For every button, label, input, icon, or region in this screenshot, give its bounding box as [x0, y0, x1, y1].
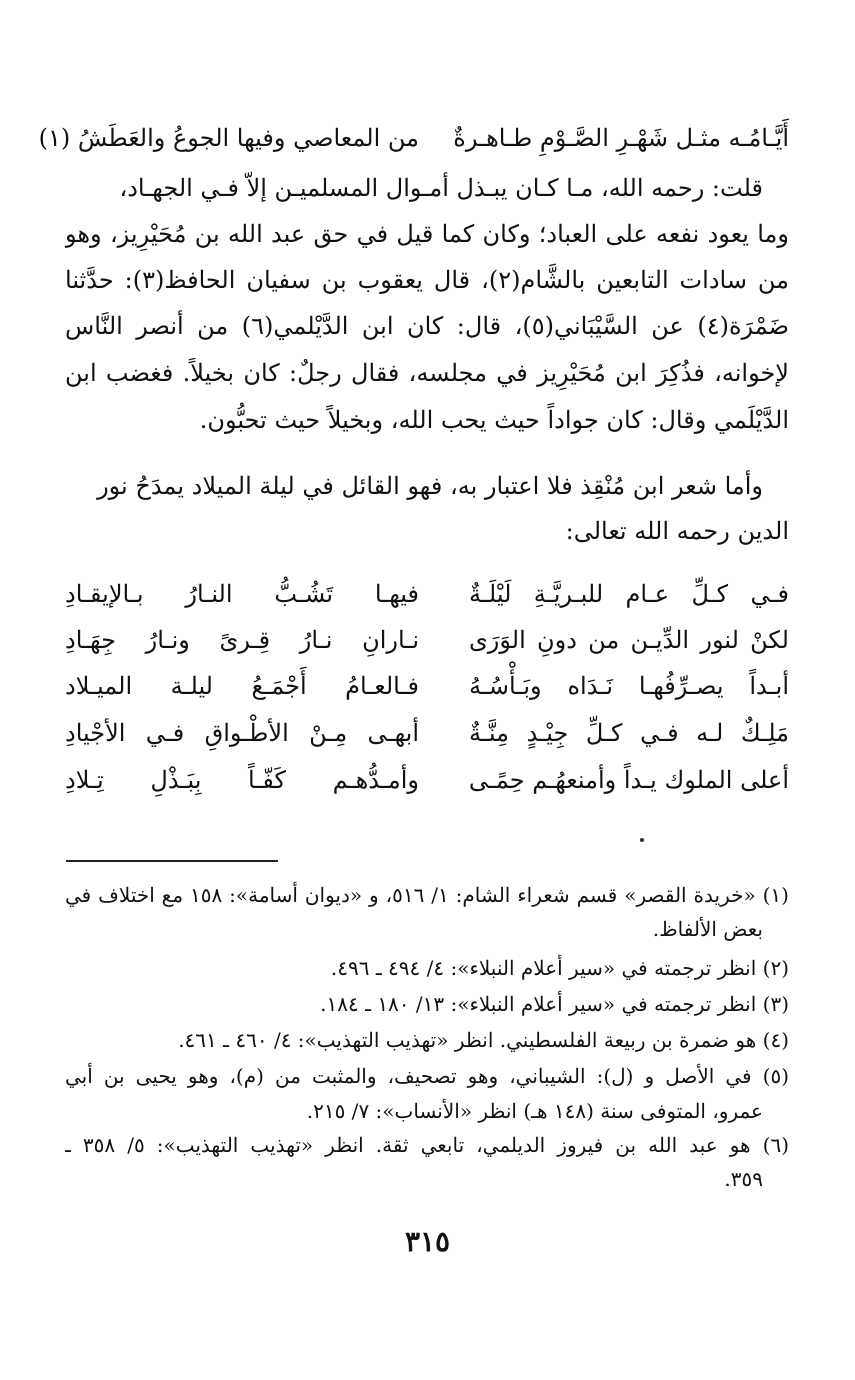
poem-verse-second-half: فيهـا تَشُـبُّ النـارُ بـالإيقـادِ [65, 580, 419, 608]
poem-verse-first-half: فـي كـلِّ عـام للبـريَّـةِ لَيْلَـةٌ [469, 580, 789, 608]
poem-verse-first-half: أعلى الملوك يـداً وأمنعهُـم حِمًـى [468, 766, 789, 794]
poem-verse [65, 760, 789, 800]
footnote-line: عمرو، المتوفى سنة (١٤٨ هـ) انظر «الأنساب»: ٧/ ٢١٥. [306, 1099, 763, 1123]
footnote-line: بعض الألفاظ. [652, 917, 763, 941]
paragraph1-line-2: وما يعود نفعه على العباد؛ وكان كما قيل في حق عبد الله بن مُحَيْرِيز، وهو [65, 220, 789, 248]
poem-verse-first-half: أبـداً يصـرِّفُهـا نَـدَاه وبَـأْسُـهُ [469, 672, 789, 700]
footnote-line: (٢) انظر ترجمته في «سير أعلام النبلاء»: ٤/ ٤٩٤ ـ ٤٩٦. [330, 956, 789, 980]
poem-verse-second-half: أبهـى مِـنْ الأطْـواقِ فـي الأجْيادِ [65, 719, 419, 747]
paragraph1-line-1: قلت: رحمه الله، مـا كـان يبـذل أمـوال المسلميـن إلاّ فـي الجهـاد، [119, 174, 763, 202]
footnote-separator [66, 860, 278, 862]
opening-verse-first-half: أَيَّـامُـه مثـل شَهْـرِ الصَّـوْمِ طـاهـرةٌ [453, 124, 789, 152]
opening-verse [38, 118, 789, 158]
paragraph1-line-3: من سادات التابعين بالشَّام(٢)، قال يعقوب بن سفيان الحافظ(٣): حدَّثنا [65, 266, 789, 294]
poem-verse-first-half: مَلِـكٌ لـه فـي كـلِّ جِيْـدٍ مِنَّـةٌ [469, 719, 789, 747]
footnote-line: (٦) هو عبد الله بن فيروز الديلمي، تابعي ثقة. انظر «تهذيب التهذيب»: ٥/ ٣٥٨ ـ [65, 1133, 789, 1157]
poem-verse-second-half: وأمـدُّهـم كَفّـاً بِبَـذْلِ تِـلادِ [65, 766, 419, 794]
footnote-line: ٣٥٩. [724, 1167, 763, 1191]
opening-verse-second-half: من المعاصي وفيها الجوعُ والعَطَشُ (١) [38, 124, 419, 152]
paragraph1-line-5: لإخوانه، فذُكِرَ ابن مُحَيْرِيز في مجلسه، فقال رجلٌ: كان بخيلاً. فغضب ابن [65, 359, 789, 387]
paragraph2-line-1: وأما شعر ابن مُنْقِذ فلا اعتبار به، فهو القائل في ليلة الميلاد يمدَحُ نور [97, 472, 763, 500]
paragraph2-line-2: الدين رحمه الله تعالى: [565, 517, 789, 545]
footnote-line: (٤) هو ضمرة بن ربيعة الفلسطيني. انظر «تهذيب التهذيب»: ٤/ ٤٦٠ ـ ٤٦١. [178, 1028, 789, 1052]
poem-verse [65, 620, 789, 660]
poem-verse [65, 574, 789, 614]
poem-verse-second-half: نـارانِ نـارُ قِـرىً ونـارُ جِهَـادِ [65, 626, 419, 654]
separator-dot [640, 838, 644, 842]
poem-verse [65, 666, 789, 706]
poem-verse-first-half: لكنْ لنور الدِّيـن من دونِ الوَرَى [469, 626, 789, 654]
page-number: ٣١٥ [404, 1225, 451, 1258]
poem-verse [65, 713, 789, 753]
paragraph1-line-6: الدَّيْلَمي وقال: كان جواداً حيث يحب الله، وبخيلاً حيث تحبُّون. [199, 406, 789, 434]
poem-verse-second-half: فـالعـامُ أَجْمَـعُ ليلـة الميـلاد [65, 672, 419, 700]
footnote-line: (٣) انظر ترجمته في «سير أعلام النبلاء»: ١٣/ ١٨٠ ـ ١٨٤. [320, 992, 789, 1016]
paragraph1-line-4: ضَمْرَة(٤) عن السَّيْبَاني(٥)، قال: كان ابن الدَّيْلمي(٦) من أنصر النَّاس [65, 312, 789, 340]
footnote-line: (٥) في الأصل و (ل): الشيباني، وهو تصحيف، والمثبت من (م)، وهو يحيى بن أبي [65, 1064, 789, 1088]
footnote-line: (١) «خريدة القصر» قسم شعراء الشام: ١/ ٥١٦، و «ديوان أسامة»: ١٥٨ مع اختلاف في [65, 883, 789, 907]
